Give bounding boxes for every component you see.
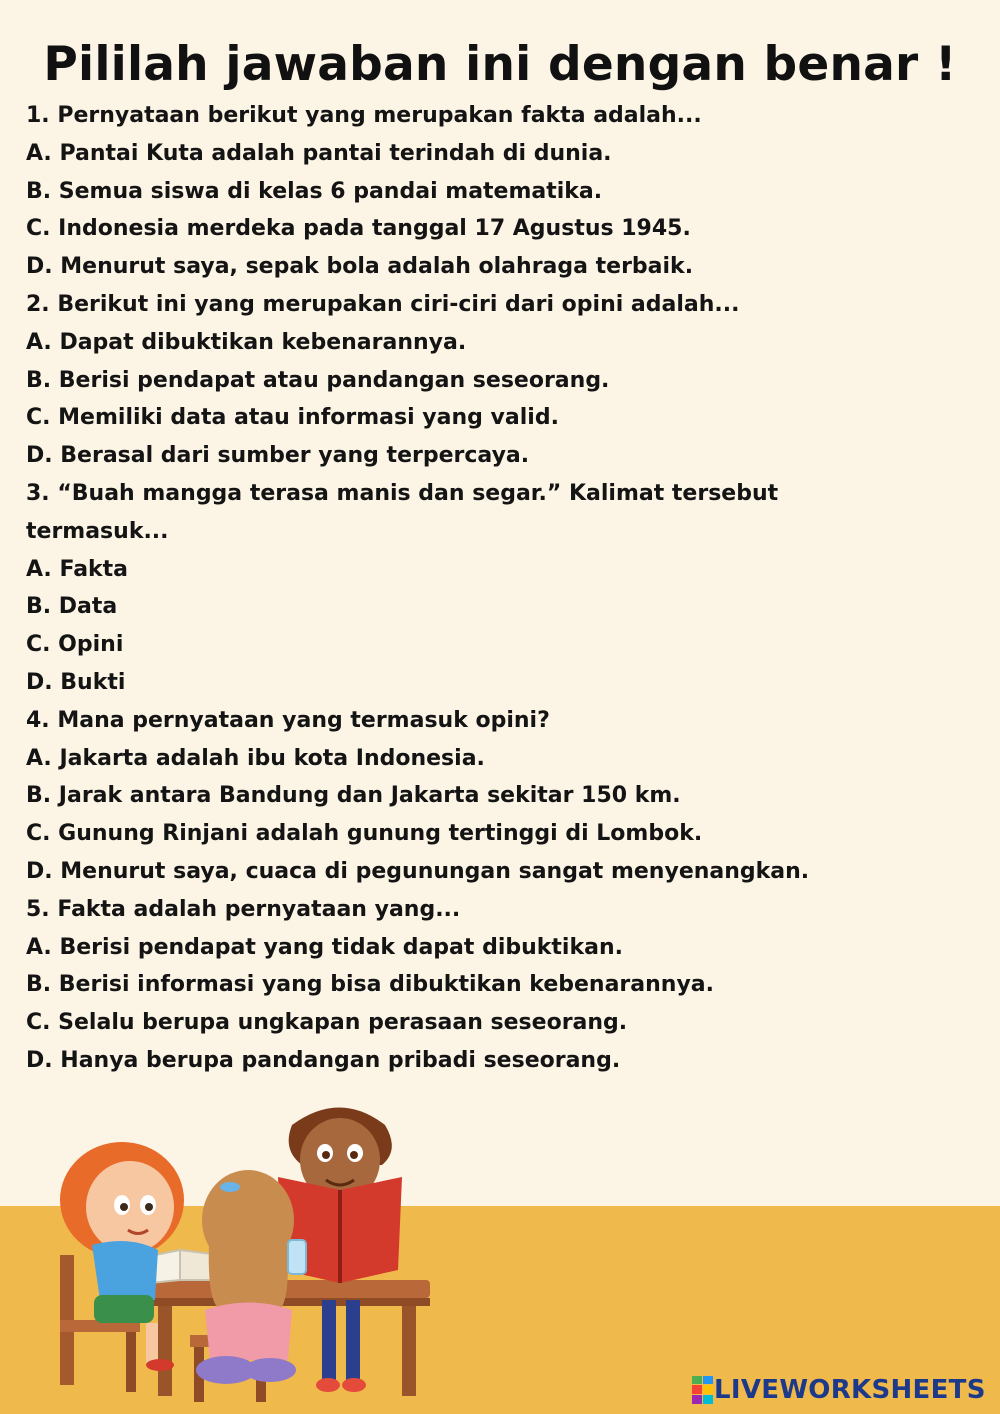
question-3-continued: termasuk...: [26, 518, 169, 544]
children-reading-at-table-illustration: [30, 1095, 430, 1405]
question-list: [26, 97, 986, 1080]
question-2-option-c[interactable]: C. Memiliki data atau informasi yang valid.: [26, 405, 559, 431]
page-title: Pililah jawaban ini dengan benar !: [43, 37, 957, 93]
question-3-option-a[interactable]: A. Fakta: [26, 556, 129, 582]
liveworksheets-logo-icon: [692, 1376, 714, 1404]
table-leg-right: [402, 1306, 416, 1396]
girl-back-view: [196, 1170, 306, 1384]
liveworksheets-brand: [692, 1374, 986, 1406]
question-1-option-d[interactable]: D. Menurut saya, sepak bola adalah olahraga terbaik.: [26, 254, 694, 280]
question-3-option-d[interactable]: D. Bukti: [26, 669, 126, 695]
question-1-option-b[interactable]: B. Semua siswa di kelas 6 pandai matematika.: [26, 178, 603, 204]
question-5-option-d[interactable]: D. Hanya berupa pandangan pribadi seseorang.: [26, 1047, 621, 1073]
question-2-option-d[interactable]: D. Berasal dari sumber yang terpercaya.: [26, 443, 530, 469]
question-1-option-a[interactable]: A. Pantai Kuta adalah pantai terindah di dunia.: [26, 140, 612, 166]
question-3: 3. “Buah mangga terasa manis dan segar.” Kalimat tersebut: [26, 480, 779, 506]
question-2-option-b[interactable]: B. Berisi pendapat atau pandangan seseorang.: [26, 367, 610, 393]
liveworksheets-brand-text: LIVEWORKSHEETS: [714, 1375, 986, 1405]
question-2-option-a[interactable]: A. Dapat dibuktikan kebenarannya.: [26, 329, 467, 355]
question-4-option-d[interactable]: D. Menurut saya, cuaca di pegunungan sangat menyenangkan.: [26, 858, 810, 884]
chair-left-leg: [126, 1332, 136, 1392]
question-2: 2. Berikut ini yang merupakan ciri-ciri dari opini adalah...: [26, 291, 740, 317]
question-5-option-c[interactable]: C. Selalu berupa ungkapan perasaan seseorang.: [26, 1010, 628, 1036]
question-4: 4. Mana pernyataan yang termasuk opini?: [26, 707, 550, 733]
question-3-option-c[interactable]: C. Opini: [26, 632, 124, 658]
question-3-option-b[interactable]: B. Data: [26, 594, 118, 620]
question-4-option-c[interactable]: C. Gunung Rinjani adalah gunung tertinggi di Lombok.: [26, 821, 703, 847]
question-5: 5. Fakta adalah pernyataan yang...: [26, 896, 461, 922]
question-4-option-a[interactable]: A. Jakarta adalah ibu kota Indonesia.: [26, 745, 485, 771]
question-5-option-a[interactable]: A. Berisi pendapat yang tidak dapat dibuktikan.: [26, 934, 623, 960]
question-1-option-c[interactable]: C. Indonesia merdeka pada tanggal 17 Agustus 1945.: [26, 216, 691, 242]
question-5-option-b[interactable]: B. Berisi informasi yang bisa dibuktikan kebenarannya.: [26, 972, 714, 998]
table-leg-left: [158, 1306, 172, 1396]
question-1: 1. Pernyataan berikut yang merupakan fakta adalah...: [26, 103, 702, 128]
question-4-option-b[interactable]: B. Jarak antara Bandung dan Jakarta sekitar 150 km.: [26, 783, 681, 809]
